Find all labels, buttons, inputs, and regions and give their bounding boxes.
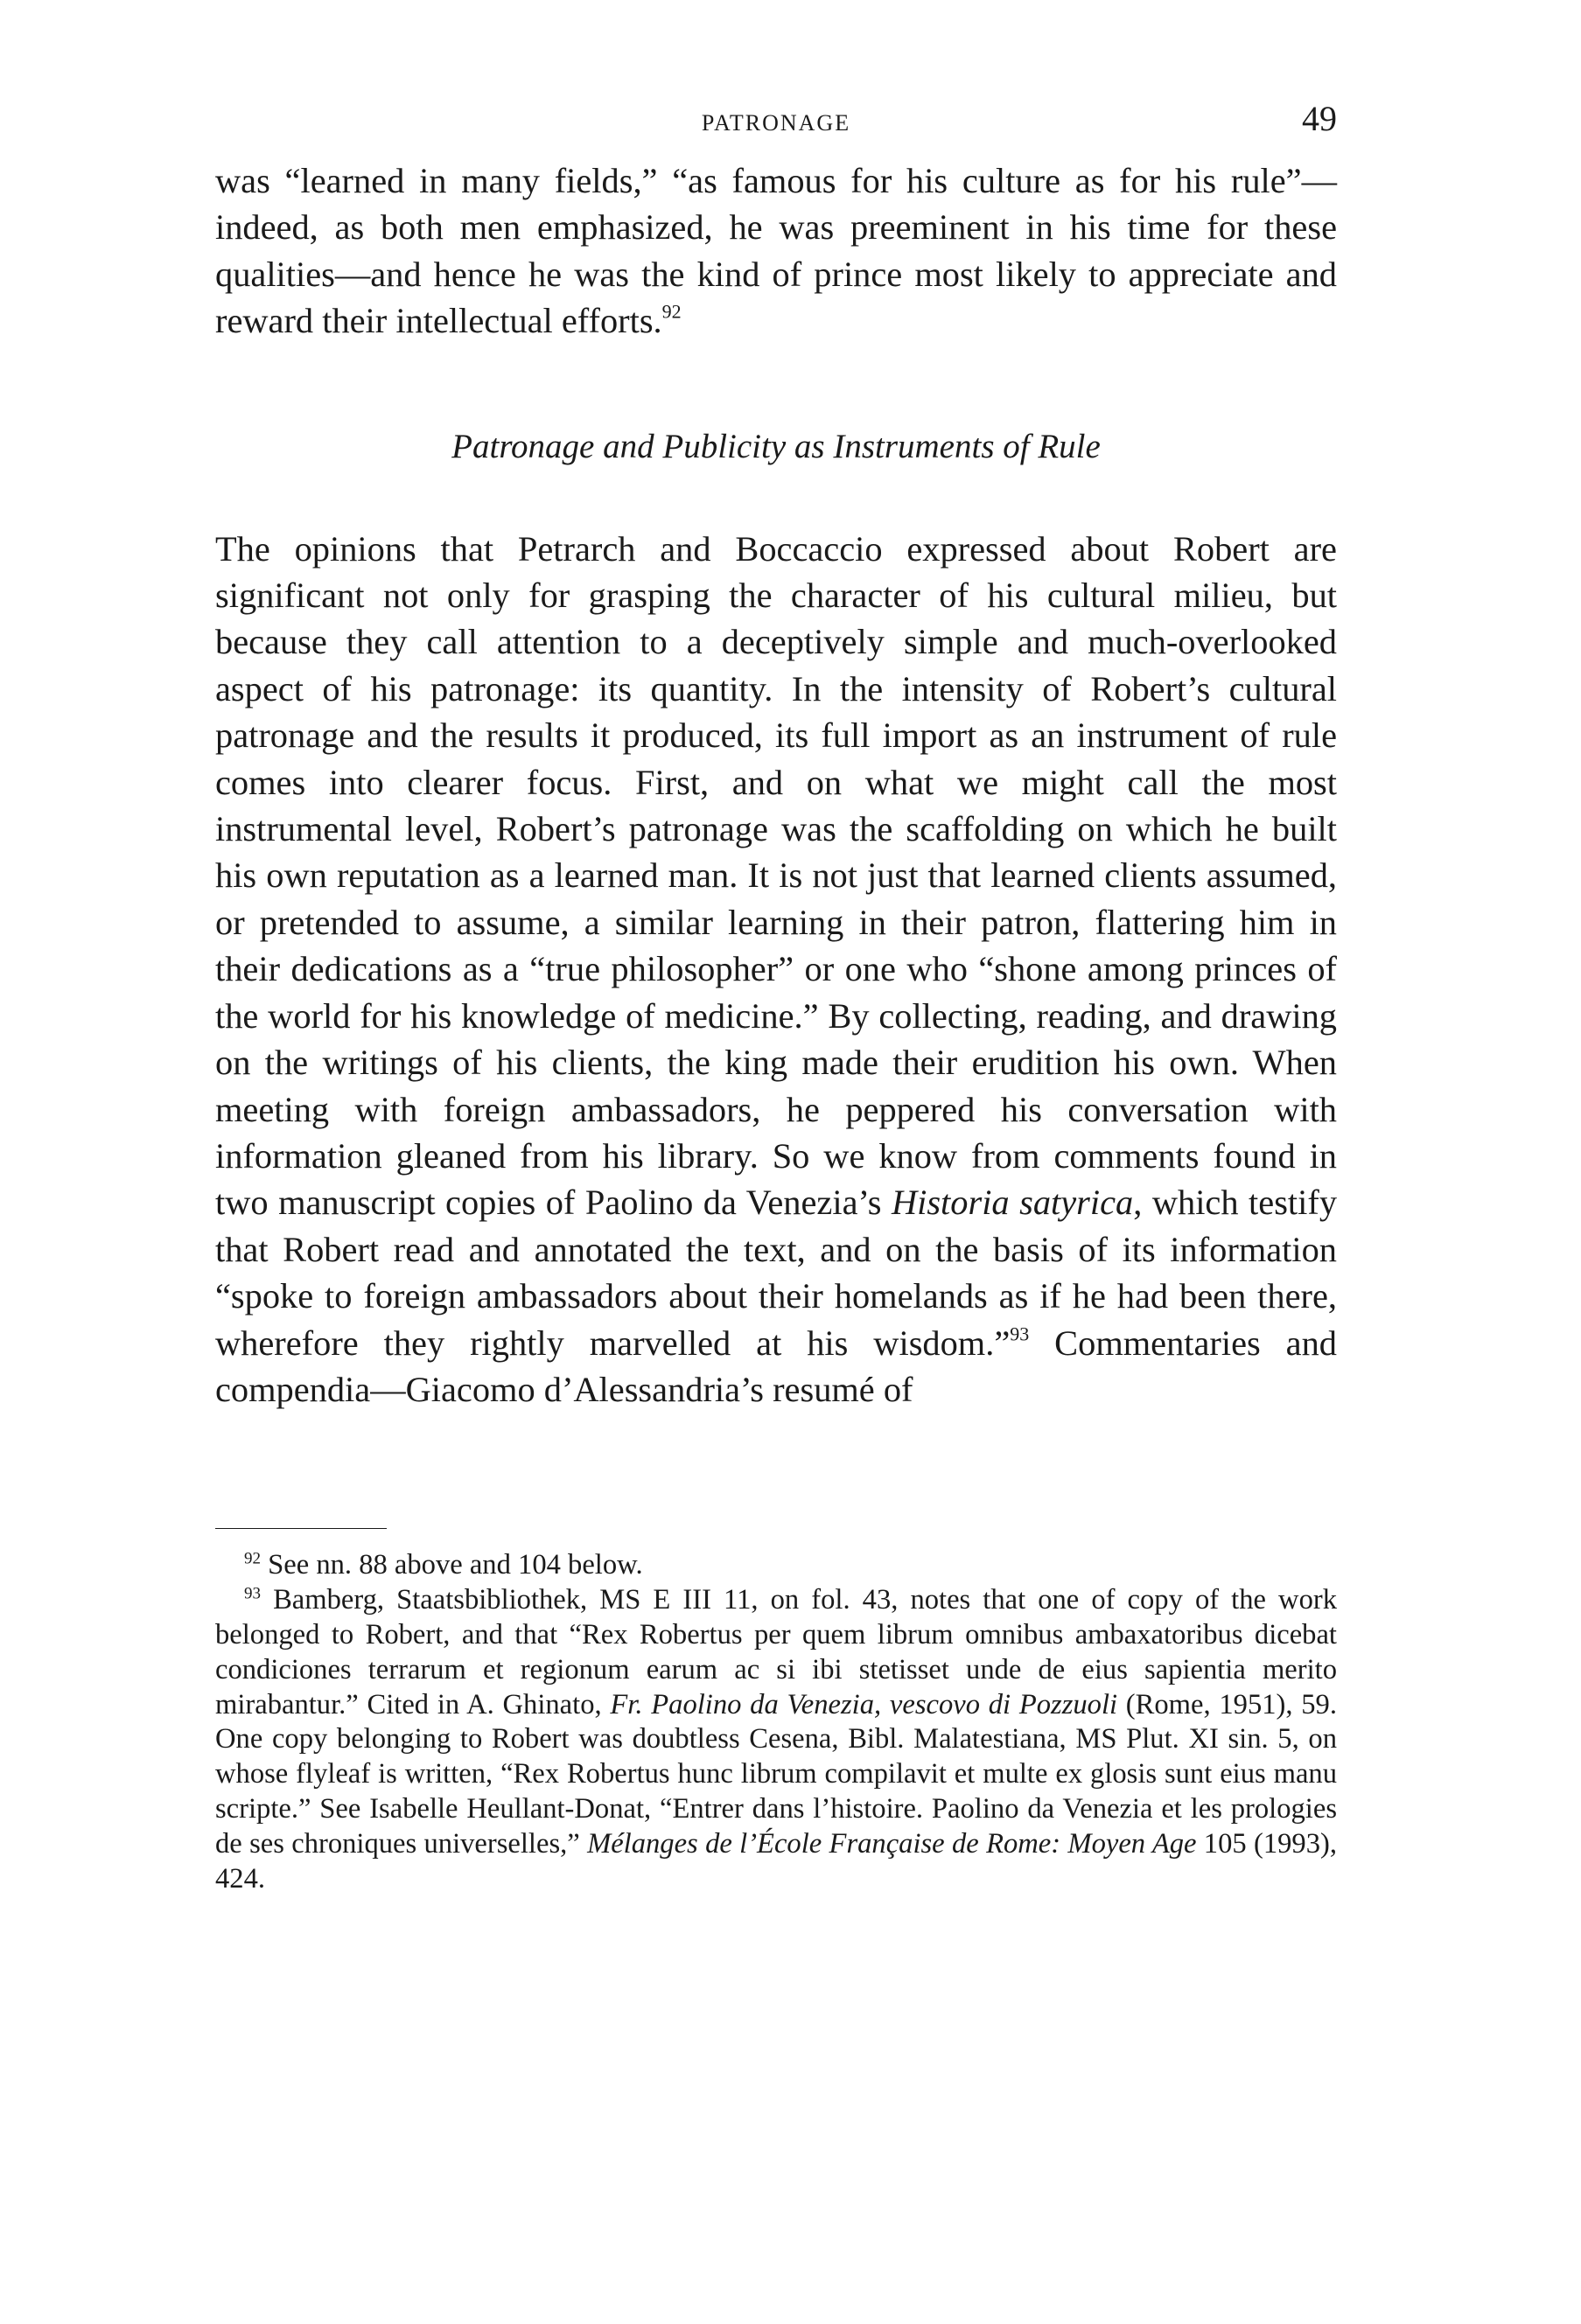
paragraph-1-text: was “learned in many fields,” “as famous for his culture as for his rule”—indeed, as both men emphasized, he was preeminent in his time for these qualities—and hence he was the kind of prince most likely to appreciate and reward their intellectual efforts. bbox=[215, 161, 1337, 341]
footnote-93-title-2: Mélanges de l’École Française de Rome: Moyen Age bbox=[587, 1827, 1197, 1860]
footnote-93-title-1: Fr. Paolino da Venezia, vescovo di Pozzuoli bbox=[610, 1688, 1118, 1720]
paragraph-2 bbox=[215, 526, 1337, 1413]
book-page bbox=[215, 87, 1337, 1896]
footnote-93-text-3: 105 (1993), 424. bbox=[215, 1827, 1338, 1895]
paragraph-2-text-1: The opinions that Petrarch and Boccaccio expressed about Robert are significant not only for grasping the character of his cultural milieu, but because they call attention to a deceptively simple and much-overlooked aspect of his patronage: its quantity. In the intensity of Robert’s cultural patronage and the results it produced, its full import as an instrument of rule comes into clearer focus. First, and on what we might call the most instrumental level, Robert’s patronage was the scaffolding on which he built his own reputation as a learned man. It is not just that learned clients assumed, or pretended to assume, a similar learning in their patron, flattering him in their dedications as a “true philosopher” or one who “shone among princes of the world for his knowledge of medicine.” By collecting, reading, and drawing on the writings of his clients, the king made their erudition his own. When meeting with foreign ambassadors, he peppered his conversation with information gleaned from his library. So we know from comments found in two manuscript copies of Paolino da Venezia’s bbox=[215, 528, 1337, 1223]
work-title-historia-satyrica: Historia satyrica bbox=[891, 1183, 1134, 1223]
footnotes bbox=[215, 1548, 1337, 1896]
footnote-93-number: 93 bbox=[244, 1584, 261, 1603]
paragraph-2-text-3: Commentaries and compendia—Giacomo d’Alessandria’s resumé of bbox=[215, 1323, 1337, 1409]
section-heading: Patronage and Publicity as Instruments of Rule bbox=[451, 427, 1101, 465]
paragraph-1 bbox=[215, 157, 1337, 345]
footnote-92-number: 92 bbox=[244, 1549, 261, 1568]
footnote-ref-92: 92 bbox=[661, 300, 682, 323]
footnote-93 bbox=[215, 1583, 1337, 1896]
footnote-93-text-2: (Rome, 1951), 59. One copy belonging to Robert was doubtless Cesena, Bibl. Malatestiana, MS Plut. XI sin. 5, on whose flyleaf is written, “Rex Robertus hunc librum compilavit et multe ex glosis sunt eius manu scripte.” See Isabelle Heullant-Donat, “Entrer dans l’histoire. Paolino da Venezia et les prologies de ses chroniques universelles,” bbox=[215, 1688, 1337, 1860]
page-number: 49 bbox=[1302, 99, 1337, 138]
footnote-92-text: See nn. 88 above and 104 below. bbox=[261, 1549, 643, 1581]
running-head bbox=[215, 87, 1337, 157]
main-text bbox=[215, 157, 1337, 1413]
footnote-divider bbox=[215, 1528, 387, 1529]
footnote-93-text-1: Bamberg, Staatsbibliothek, MS E III 11, on fol. 43, notes that one of copy of the work belonged to Robert, and that “Rex Robertus per quem librum omnibus ambaxatoribus dicebat condiciones terrarum et regionum earum ac si ibi stetisset unde de eius sapientia merito mirabantur.” Cited in A. Ghinato, bbox=[215, 1584, 1337, 1720]
footnote-ref-93: 93 bbox=[1010, 1323, 1030, 1345]
running-title: PATRONAGE bbox=[701, 110, 851, 136]
paragraph-2-text-2: , which testify that Robert read and annotated the text, and on the basis of its information “spoke to foreign ambassadors about their homelands as if he had been there, wherefore they rightly marvelled at his wisdom.” bbox=[215, 1183, 1338, 1363]
footnote-92 bbox=[215, 1548, 1337, 1583]
